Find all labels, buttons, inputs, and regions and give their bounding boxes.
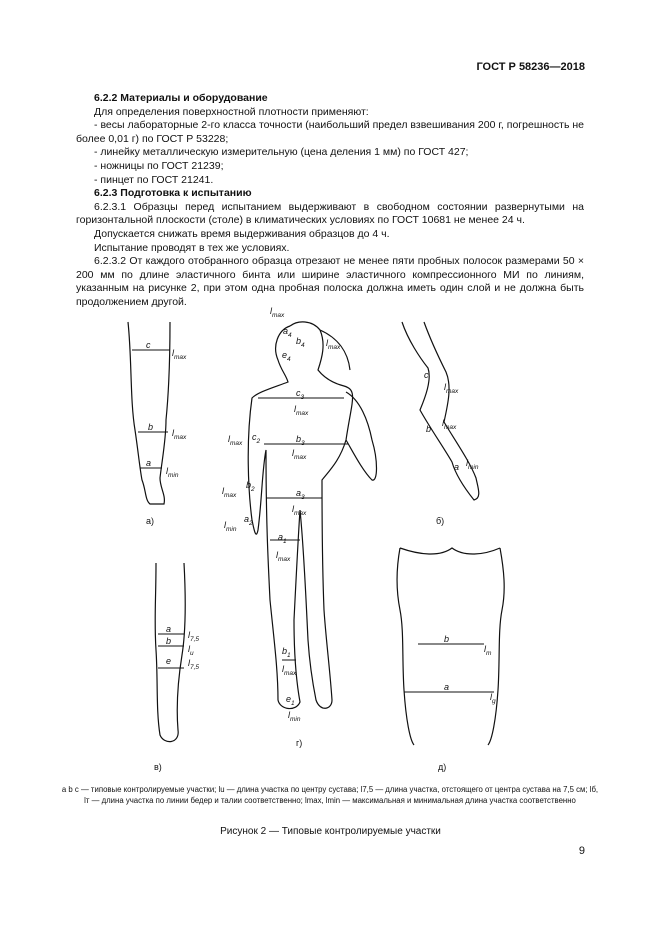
label-b3-g: $b_3$ [296,434,305,447]
page-number: 9 [578,845,585,857]
sublabel-d: д) [438,762,447,772]
sublabel-a: а) [146,516,155,526]
label-b2-g: $b_2$ [246,480,255,493]
label-b-v: b [166,636,172,646]
label-b-d: b [444,634,450,644]
list-item-scales: - весы лабораторные 2-го класса точности (наибольший предел взвешивания 200 г, погрешность не более 0,01 г) по ГОСТ Р 53228; [76,119,584,145]
label-c-b: c [424,370,429,380]
label-lmax-b2: $l_{max}$ [442,418,457,431]
figure-legend: a b c — типовые контролируемые участки; lu — длина участка по центру сустава; l7,5 — длина участка, отстоящего от центра сустава на 7,5 см; lб, lт — длина участка по линии бедер и талии соответственно; lmax, lmin — максимальная и минимальная длина участка соответственно [61,785,599,805]
label-e-v: e [166,656,172,666]
label-a-v: a [166,624,172,634]
leg-outline-v [155,563,185,742]
label-a-a: a [146,458,152,468]
list-item-scissors: - ножницы по ГОСТ 21239; [94,159,224,172]
sublabel-v: в) [154,762,162,772]
label-a3-g: $a_3$ [296,488,305,501]
figure-labels [146,306,496,772]
label-lmax-g4: $l_{max}$ [292,448,307,461]
figure-drawing [0,300,661,780]
section-6-2-3-title: 6.2.3 Подготовка к испытанию [94,187,252,200]
sublabel-g: г) [296,738,303,748]
label-a4-g: $a_4$ [283,326,292,339]
label-lmax-a1: $l_{max}$ [172,348,187,361]
label-b1-g: $b_1$ [282,646,291,659]
label-lmin-g2: $l_{min}$ [288,710,301,723]
section-6-2-2-title: 6.2.2 Материалы и оборудование [94,92,268,104]
label-lmin-a: $l_{min}$ [166,466,179,479]
label-a-d: a [444,682,450,692]
label-b-a: b [148,422,154,432]
label-l75-v2: $l_{7,5}$ [188,658,200,671]
label-a-b: a [454,462,460,472]
section-6-2-2-intro: Для определения поверхностной плотности применяют: [94,105,369,118]
label-e1-g: $e_1$ [286,694,295,707]
label-a2-g: $a_2$ [244,514,253,527]
label-l75-v1: $l_{7,5}$ [188,630,200,643]
label-lmax-g6: $l_{max}$ [292,504,307,517]
label-b4-g: $b_4$ [296,336,305,349]
label-c-a: c [146,340,151,350]
list-item-ruler: - линейку металлическую измерительную (цена деления 1 мм) по ГОСТ 427; [94,146,469,159]
label-lmax-a2: $l_{max}$ [172,428,187,441]
figure-2 [0,300,661,780]
label-lmax-g2: $l_{max}$ [294,404,309,417]
label-lmax-g-top: $l_{max}$ [270,306,285,319]
label-lmax-g8: $l_{max}$ [282,664,297,677]
label-lmin-b: $l_{min}$ [466,458,479,471]
shoulder-line-d [400,548,500,554]
para-allow: Допускается снижать время выдерживания образцов до 4 ч. [94,227,390,240]
label-lmin-g1: $l_{min}$ [224,520,237,533]
body-text [76,92,584,310]
label-lt-d: $l_т$ [484,644,492,657]
label-lb-d: $l_g$ [490,692,496,705]
arm-outline-g [346,392,377,480]
label-lmax-g5: $l_{max}$ [222,486,237,499]
arm-outline-b [402,322,479,500]
torso-outline-d [397,548,504,745]
para-6-2-3-2: 6.2.3.2 От каждого отобранного образца отрезают не менее пяти пробных полосок размерами 50 × 200 мм по длине эластичного бинта или ширине эластичного компрессионного МИ по линиям, указанным на рисунке 2, при этом одна пробная полоска должна иметь один слой и не должна быть продолжением другой. [76,255,584,308]
para-6-2-3-1: 6.2.3.1 Образцы перед испытанием выдерживают в свободном состоянии развернутыми на горизонтальной плоскости (столе) в климатических условиях по ГОСТ 10681 не менее 24 ч. [76,200,584,227]
label-c2-g: $c_2$ [252,432,261,445]
label-a1-g: $a_1$ [278,532,287,545]
para-same-conditions: Испытание проводят в тех же условиях. [94,241,290,254]
list-item-tweezers: - пинцет по ГОСТ 21241. [94,173,214,186]
label-c3-g: $c_3$ [296,388,305,401]
label-lmax-g1: $l_{max}$ [326,338,341,351]
figure-caption: Рисунок 2 — Типовые контролируемые участки [220,826,441,837]
label-e4-g: $e_4$ [282,350,291,363]
label-lmax-g7: $l_{max}$ [276,550,291,563]
document-code: ГОСТ Р 58236—2018 [476,61,585,73]
label-b-b: b [426,424,432,434]
label-lu-v: $l_u$ [188,644,194,657]
label-lmax-g3: $l_{max}$ [228,434,243,447]
label-lmax-b1: $l_{max}$ [444,382,459,395]
sublabel-b: б) [436,516,445,526]
